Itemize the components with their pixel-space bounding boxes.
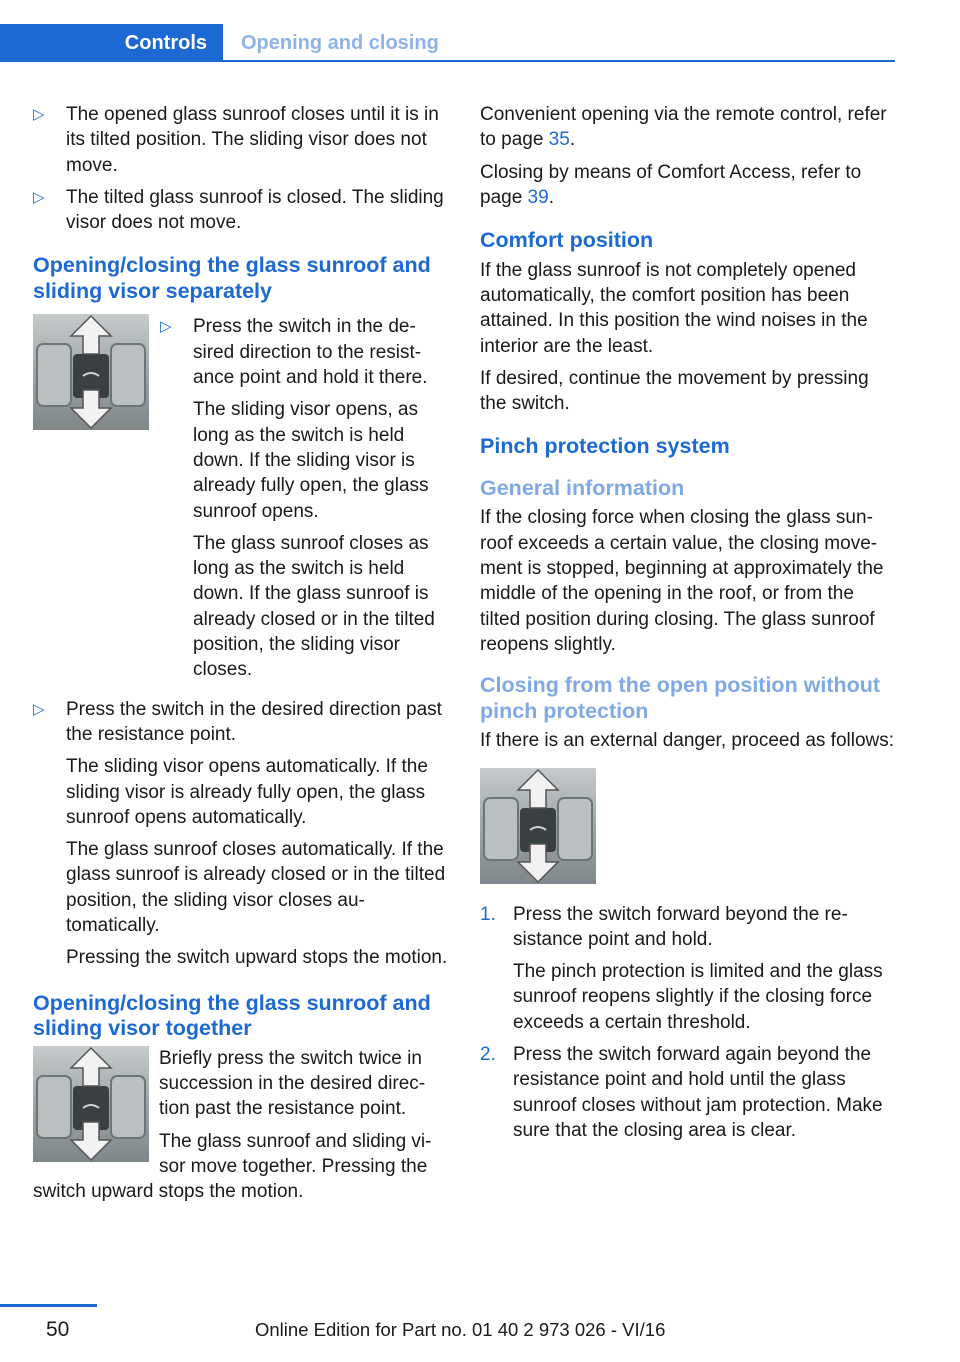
paragraph: If the closing force when closing the glass sunroof exceeds a certain value, the closing movement is stopped, beginning at approximately the middle of the opening in the roof, or from the tilted position during closing. The glass sunroof reopens slightly. (480, 507, 884, 655)
paragraph: Briefly press the switch twice in succession in the desired direction past the resistance point. (159, 1047, 426, 1120)
together-block (33, 1046, 449, 1205)
text: Closing by means of Comfort Access, refer to page (480, 161, 862, 208)
page-link[interactable]: 39 (527, 186, 549, 208)
step-text: The pinch protection is limited and the glass sunroof reopens slightly if the closing force exceeds a certain threshold. (513, 961, 883, 1033)
paragraph: The glass sunroof and sliding visor move together. Pressing the switch upward stops the motion. (33, 1130, 432, 1203)
text: . (569, 129, 576, 151)
heading-comfort-position: Comfort position (480, 228, 654, 253)
paragraph: If desired, continue the movement by pressing the switch. (480, 367, 869, 415)
text: Convenient opening via the remote control, refer to page (480, 104, 887, 151)
triangle-bullet-icon: ▷ (33, 700, 45, 718)
bullet-text: The opened glass sunroof closes until it is in its tilted position. The sliding visor does not move. (66, 104, 439, 176)
list-item (33, 185, 449, 236)
sunroof-switch-image (33, 1046, 149, 1162)
list-item (480, 902, 898, 1035)
separately-block (33, 314, 449, 689)
sunroof-switch-image (480, 768, 596, 884)
step-number: 1. (480, 903, 496, 925)
page-header (0, 24, 895, 62)
chapter-tab[interactable]: Controls (0, 24, 223, 62)
step-number: 2. (480, 1044, 496, 1066)
bullet-text: The glass sunroof closes automatically. If the glass sunroof is already closed or in the tilted position, the sliding visor closes automatically. (66, 839, 446, 937)
bullet-text: Pressing the switch upward stops the motion. (66, 947, 448, 969)
triangle-bullet-icon: ▷ (33, 106, 45, 123)
triangle-bullet-icon: ▷ (160, 318, 172, 336)
header-rule (223, 60, 895, 62)
paragraph-remote (480, 102, 898, 153)
heading-together: Opening/closing the glass sunroof and sliding visor together (33, 990, 431, 1041)
list-item (33, 102, 449, 178)
step-text: Press the switch forward beyond the resistance point and hold. (513, 903, 848, 950)
bullet-text: The sliding visor opens, as long as the switch is held down. If the sliding visor is already fully open, the glass sunroof opens. (193, 399, 429, 522)
heading-closing: Closing from the open position without pinch protection (480, 673, 881, 723)
edition-note: Online Edition for Part no. 01 40 2 973 026 - VI/16 (255, 1319, 666, 1340)
paragraph-comfort-access (480, 160, 898, 211)
triangle-bullet-icon: ▷ (33, 188, 45, 206)
list-item (480, 1042, 898, 1143)
heading-general: General information (480, 475, 685, 500)
left-column (33, 102, 449, 1211)
sunroof-switch-image (33, 314, 149, 430)
footer-rule (0, 1304, 97, 1307)
list-item (33, 697, 449, 971)
bullet-text: The glass sunroof closes as long as the switch is held down. If the glass sunroof is already closed or in the tilted position, the sliding visor closes. (193, 532, 435, 681)
page-number: 50 (46, 1318, 70, 1341)
heading-separately: Opening/closing the glass sunroof and sliding visor separately (33, 253, 431, 303)
bullet-text: Press the switch in the desired direction past the resistance point. (66, 698, 442, 745)
text: . (548, 186, 554, 208)
paragraph: If there is an external danger, proceed as follows: (480, 730, 895, 752)
bullet-text: The sliding visor opens automatically. If the sliding visor is already fully open, the glass sunroof opens automatically. (66, 756, 428, 828)
bullet-text: Press the switch in the desired direction to the resistance point and hold it there. (193, 316, 428, 389)
list-item (160, 314, 449, 682)
step-text: Press the switch forward again beyond the resistance point and hold until the glass sunroof closes without jam protection. Make sure that the closing area is clear. (513, 1044, 883, 1141)
heading-pinch: Pinch protection system (480, 434, 730, 459)
paragraph: If the glass sunroof is not completely opened automatically, the comfort position has been attained. In this position the wind noises in the interior are the least. (480, 259, 868, 357)
bullet-text: The tilted glass sunroof is closed. The sliding visor does not move. (66, 186, 444, 234)
page-link[interactable]: 35 (548, 129, 570, 151)
right-column (480, 102, 898, 1150)
section-tab[interactable]: Opening and closing (241, 32, 439, 54)
